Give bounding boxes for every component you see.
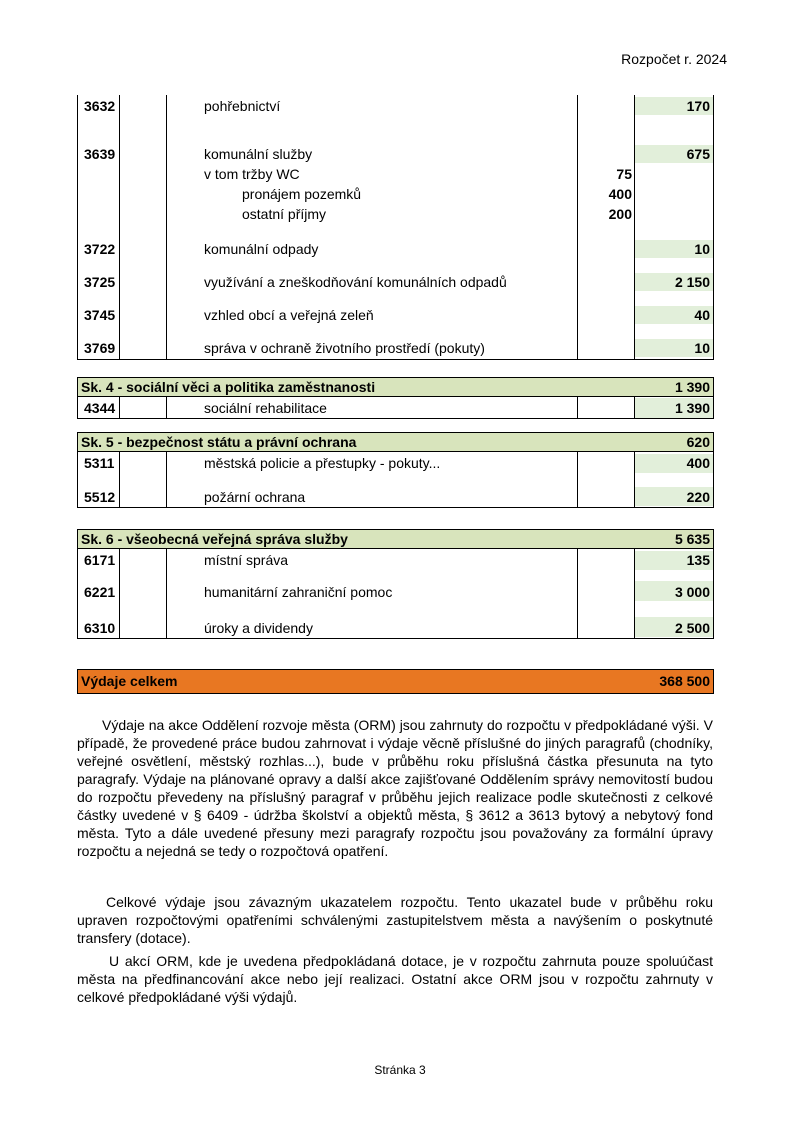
section-header-sk4 bbox=[77, 377, 714, 397]
paragraph-code: 6171 bbox=[84, 552, 116, 568]
budget-table-sk5 bbox=[77, 451, 714, 508]
row-label: v tom tržby WC bbox=[204, 166, 300, 182]
total-label: Výdaje celkem bbox=[81, 673, 178, 689]
row-amount: 170 bbox=[686, 98, 710, 114]
row-amount: 675 bbox=[686, 146, 710, 162]
section-total: 5 635 bbox=[674, 531, 710, 547]
table-row bbox=[78, 489, 713, 509]
row-label: využívání a zneškodňování komunálních odpadů bbox=[204, 274, 507, 290]
row-label: pronájem pozemků bbox=[242, 186, 362, 202]
row-label: komunální odpady bbox=[204, 241, 319, 257]
table-row bbox=[78, 166, 713, 186]
section-header-sk5 bbox=[77, 432, 714, 452]
row-amount: 400 bbox=[686, 455, 710, 471]
sub-amount: 400 bbox=[608, 186, 632, 202]
section-title: Sk. 6 - všeobecná veřejná správa služby bbox=[81, 531, 348, 547]
page-number: Stránka 3 bbox=[374, 1063, 426, 1077]
page-header-title: Rozpočet r. 2024 bbox=[621, 51, 727, 67]
table-row bbox=[78, 400, 713, 420]
paragraph-code: 4344 bbox=[84, 400, 116, 416]
row-label: humanitární zahraniční pomoc bbox=[204, 584, 393, 600]
paragraph-code: 6310 bbox=[84, 620, 116, 636]
table-row bbox=[78, 186, 713, 206]
budget-table-sk4 bbox=[77, 396, 714, 419]
row-label: úroky a dividendy bbox=[204, 620, 313, 636]
table-row bbox=[78, 274, 713, 294]
table-row bbox=[78, 552, 713, 572]
row-amount: 220 bbox=[686, 489, 710, 505]
budget-table-sk6 bbox=[77, 548, 714, 639]
row-amount: 10 bbox=[694, 340, 710, 356]
row-label: ostatní příjmy bbox=[242, 206, 327, 222]
row-label: pohřebnictví bbox=[204, 98, 281, 114]
total-amount: 368 500 bbox=[659, 673, 710, 689]
paragraph-code: 3722 bbox=[84, 241, 116, 257]
body-paragraph: Celkové výdaje jsou závazným ukazatelem rozpočtu. Tento ukazatel bude v průběhu roku upraven rozpočtovými opatřeními schválenými zastupitelstvem města a navýšením o poskytnuté transfery (dotace). bbox=[77, 894, 713, 946]
section-total: 1 390 bbox=[674, 379, 710, 395]
paragraph-code: 3745 bbox=[84, 307, 116, 323]
body-paragraph: Výdaje na akce Oddělení rozvoje města (ORM) jsou zahrnuty do rozpočtu v předpokládané výši. V případě, že provedené práce budou zahrnovat i výdaje věcně příslušné do jiných paragrafů (chodníky, veřejné osvětlení, městský rozhlas...), bude v průběhu roku příslušná částka přesunuta na tyto paragrafy. Výdaje na plánované opravy a další akce zajišťované Oddělením správy nemovitostí budou do rozpočtu převedeny na příslušný paragraf v průběhu jejich realizace podle skutečnosti z celkové částky uvedené v § 6409 - údržba školství a objektů města, § 3612 a 3613 bytový a nebytový fond města. Tyto a dále uvedené přesuny mezi paragrafy rozpočtu jsou považovány za formální úpravy rozpočtu a nejedná se tedy o rozpočtová opatření. bbox=[77, 717, 713, 859]
table-row bbox=[78, 98, 713, 118]
paragraph-code: 5512 bbox=[84, 489, 116, 505]
section-title: Sk. 4 - sociální věci a politika zaměstnanosti bbox=[81, 379, 376, 395]
body-paragraph: U akcí ORM, kde je uvedena předpokládaná dotace, je v rozpočtu zahrnuta pouze spoluúčast města na předfinancování akce nebo její realizaci. Ostatní akce ORM jsou v rozpočtu zahrnuty v celkové předpokládané výši výdajů. bbox=[77, 953, 713, 1005]
table-row bbox=[78, 307, 713, 327]
row-amount: 10 bbox=[694, 241, 710, 257]
sub-amount: 75 bbox=[616, 166, 632, 182]
row-amount: 40 bbox=[694, 307, 710, 323]
paragraph-code: 3725 bbox=[84, 274, 116, 290]
row-label: vzhled obcí a veřejná zeleň bbox=[204, 307, 374, 323]
section-total: 620 bbox=[686, 434, 710, 450]
row-amount: 3 000 bbox=[674, 584, 710, 600]
row-amount: 1 390 bbox=[674, 400, 710, 416]
table-row bbox=[78, 241, 713, 261]
table-row bbox=[78, 340, 713, 360]
sub-amount: 200 bbox=[608, 206, 632, 222]
section-header-sk6 bbox=[77, 529, 714, 549]
row-label: komunální služby bbox=[204, 146, 313, 162]
row-amount: 2 150 bbox=[674, 274, 710, 290]
paragraph-code: 5311 bbox=[84, 455, 115, 471]
row-label: městská policie a přestupky - pokuty... bbox=[204, 455, 441, 471]
row-label: sociální rehabilitace bbox=[204, 400, 327, 416]
row-amount: 2 500 bbox=[674, 620, 710, 636]
table-row bbox=[78, 146, 713, 166]
paragraph-code: 3769 bbox=[84, 340, 116, 356]
row-label: správa v ochraně životního prostředí (pokuty) bbox=[204, 340, 485, 356]
budget-table-block-1 bbox=[77, 95, 714, 360]
total-expenses-row bbox=[77, 669, 714, 694]
table-row bbox=[78, 455, 713, 475]
table-row bbox=[78, 584, 713, 604]
paragraph-code: 3639 bbox=[84, 146, 116, 162]
paragraph-code: 3632 bbox=[84, 98, 116, 114]
paragraph-code: 6221 bbox=[84, 584, 116, 600]
row-label: místní správa bbox=[204, 552, 289, 568]
row-amount: 135 bbox=[686, 552, 710, 568]
table-row bbox=[78, 206, 713, 226]
table-row bbox=[78, 620, 713, 640]
section-title: Sk. 5 - bezpečnost státu a právní ochrana bbox=[81, 434, 357, 450]
row-label: požární ochrana bbox=[204, 489, 306, 505]
